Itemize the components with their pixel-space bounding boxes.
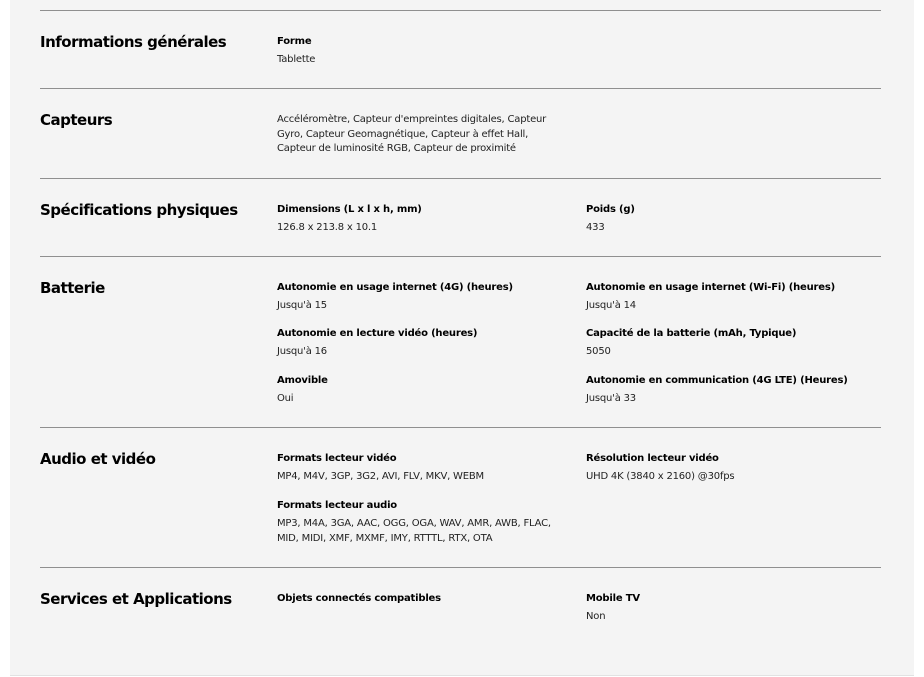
section-physical-specs bbox=[40, 178, 881, 256]
spec-label: Capacité de la batterie (mAh, Typique) bbox=[586, 328, 797, 339]
spec-value: 433 bbox=[586, 222, 605, 233]
spec-label: Dimensions (L x l x h, mm) bbox=[277, 204, 422, 215]
spec-value: 5050 bbox=[586, 346, 611, 357]
spec-mobile-tv bbox=[586, 592, 886, 624]
spec-value: Jusqu'à 15 bbox=[277, 300, 327, 311]
spec-value: Accéléromètre, Capteur d'empreintes digitales, Capteur Gyro, Capteur Geomagnétique, Capteur à effet Hall, Capteur de luminosité RGB, Capteur de proximité bbox=[277, 114, 547, 154]
spec-label: Autonomie en usage internet (4G) (heures) bbox=[277, 282, 513, 293]
spec-value: MP4, M4V, 3GP, 3G2, AVI, FLV, MKV, WEBM bbox=[277, 471, 484, 482]
spec-label: Autonomie en usage internet (Wi-Fi) (heures) bbox=[586, 282, 835, 293]
spec-value: Jusqu'à 33 bbox=[586, 393, 636, 404]
section-title: Audio et vidéo bbox=[40, 450, 156, 468]
specifications-list bbox=[40, 10, 881, 663]
spec-value: Jusqu'à 16 bbox=[277, 346, 327, 357]
spec-value: MP3, M4A, 3GA, AAC, OGG, OGA, WAV, AMR, AWB, FLAC, MID, MIDI, XMF, MXMF, IMY, RTTTL, RTX, OTA bbox=[277, 518, 551, 544]
spec-label: Formats lecteur vidéo bbox=[277, 453, 397, 464]
spec-label: Poids (g) bbox=[586, 204, 635, 215]
section-battery bbox=[40, 256, 881, 427]
section-title: Informations générales bbox=[40, 33, 227, 51]
section-title: Capteurs bbox=[40, 111, 113, 129]
spec-value: 126.8 x 213.8 x 10.1 bbox=[277, 222, 378, 233]
spec-video-resolution bbox=[586, 452, 886, 484]
spec-compatible-devices bbox=[277, 592, 562, 609]
spec-dimensions bbox=[277, 203, 577, 235]
spec-label: Objets connectés compatibles bbox=[277, 593, 441, 604]
spec-label: Autonomie en communication (4G LTE) (Heures) bbox=[586, 375, 848, 386]
section-general-info bbox=[40, 10, 881, 88]
section-services-apps bbox=[40, 567, 881, 663]
spec-internet-4g-autonomy bbox=[277, 281, 577, 313]
spec-video-formats bbox=[277, 452, 577, 484]
spec-video-autonomy bbox=[277, 327, 577, 359]
section-title: Spécifications physiques bbox=[40, 201, 238, 219]
section-sensors bbox=[40, 88, 881, 178]
spec-label: Résolution lecteur vidéo bbox=[586, 453, 719, 464]
spec-value: Non bbox=[586, 611, 606, 622]
section-audio-video bbox=[40, 427, 881, 567]
spec-audio-formats bbox=[277, 499, 562, 546]
spec-value: Oui bbox=[277, 393, 294, 404]
spec-value: Tablette bbox=[277, 54, 316, 65]
spec-removable bbox=[277, 374, 577, 406]
spec-weight bbox=[586, 203, 886, 235]
spec-battery-capacity bbox=[586, 327, 886, 359]
spec-talk-time-4g bbox=[586, 374, 886, 406]
spec-sensors bbox=[277, 113, 562, 157]
spec-label: Formats lecteur audio bbox=[277, 500, 397, 511]
spec-label: Forme bbox=[277, 36, 312, 47]
section-title: Services et Applications bbox=[40, 590, 232, 608]
section-title: Batterie bbox=[40, 279, 105, 297]
spec-label: Amovible bbox=[277, 375, 328, 386]
spec-form bbox=[277, 35, 577, 67]
spec-value: UHD 4K (3840 x 2160) @30fps bbox=[586, 471, 735, 482]
spec-label: Autonomie en lecture vidéo (heures) bbox=[277, 328, 478, 339]
spec-label: Mobile TV bbox=[586, 593, 640, 604]
spec-value: Jusqu'à 14 bbox=[586, 300, 636, 311]
spec-internet-wifi-autonomy bbox=[586, 281, 886, 313]
